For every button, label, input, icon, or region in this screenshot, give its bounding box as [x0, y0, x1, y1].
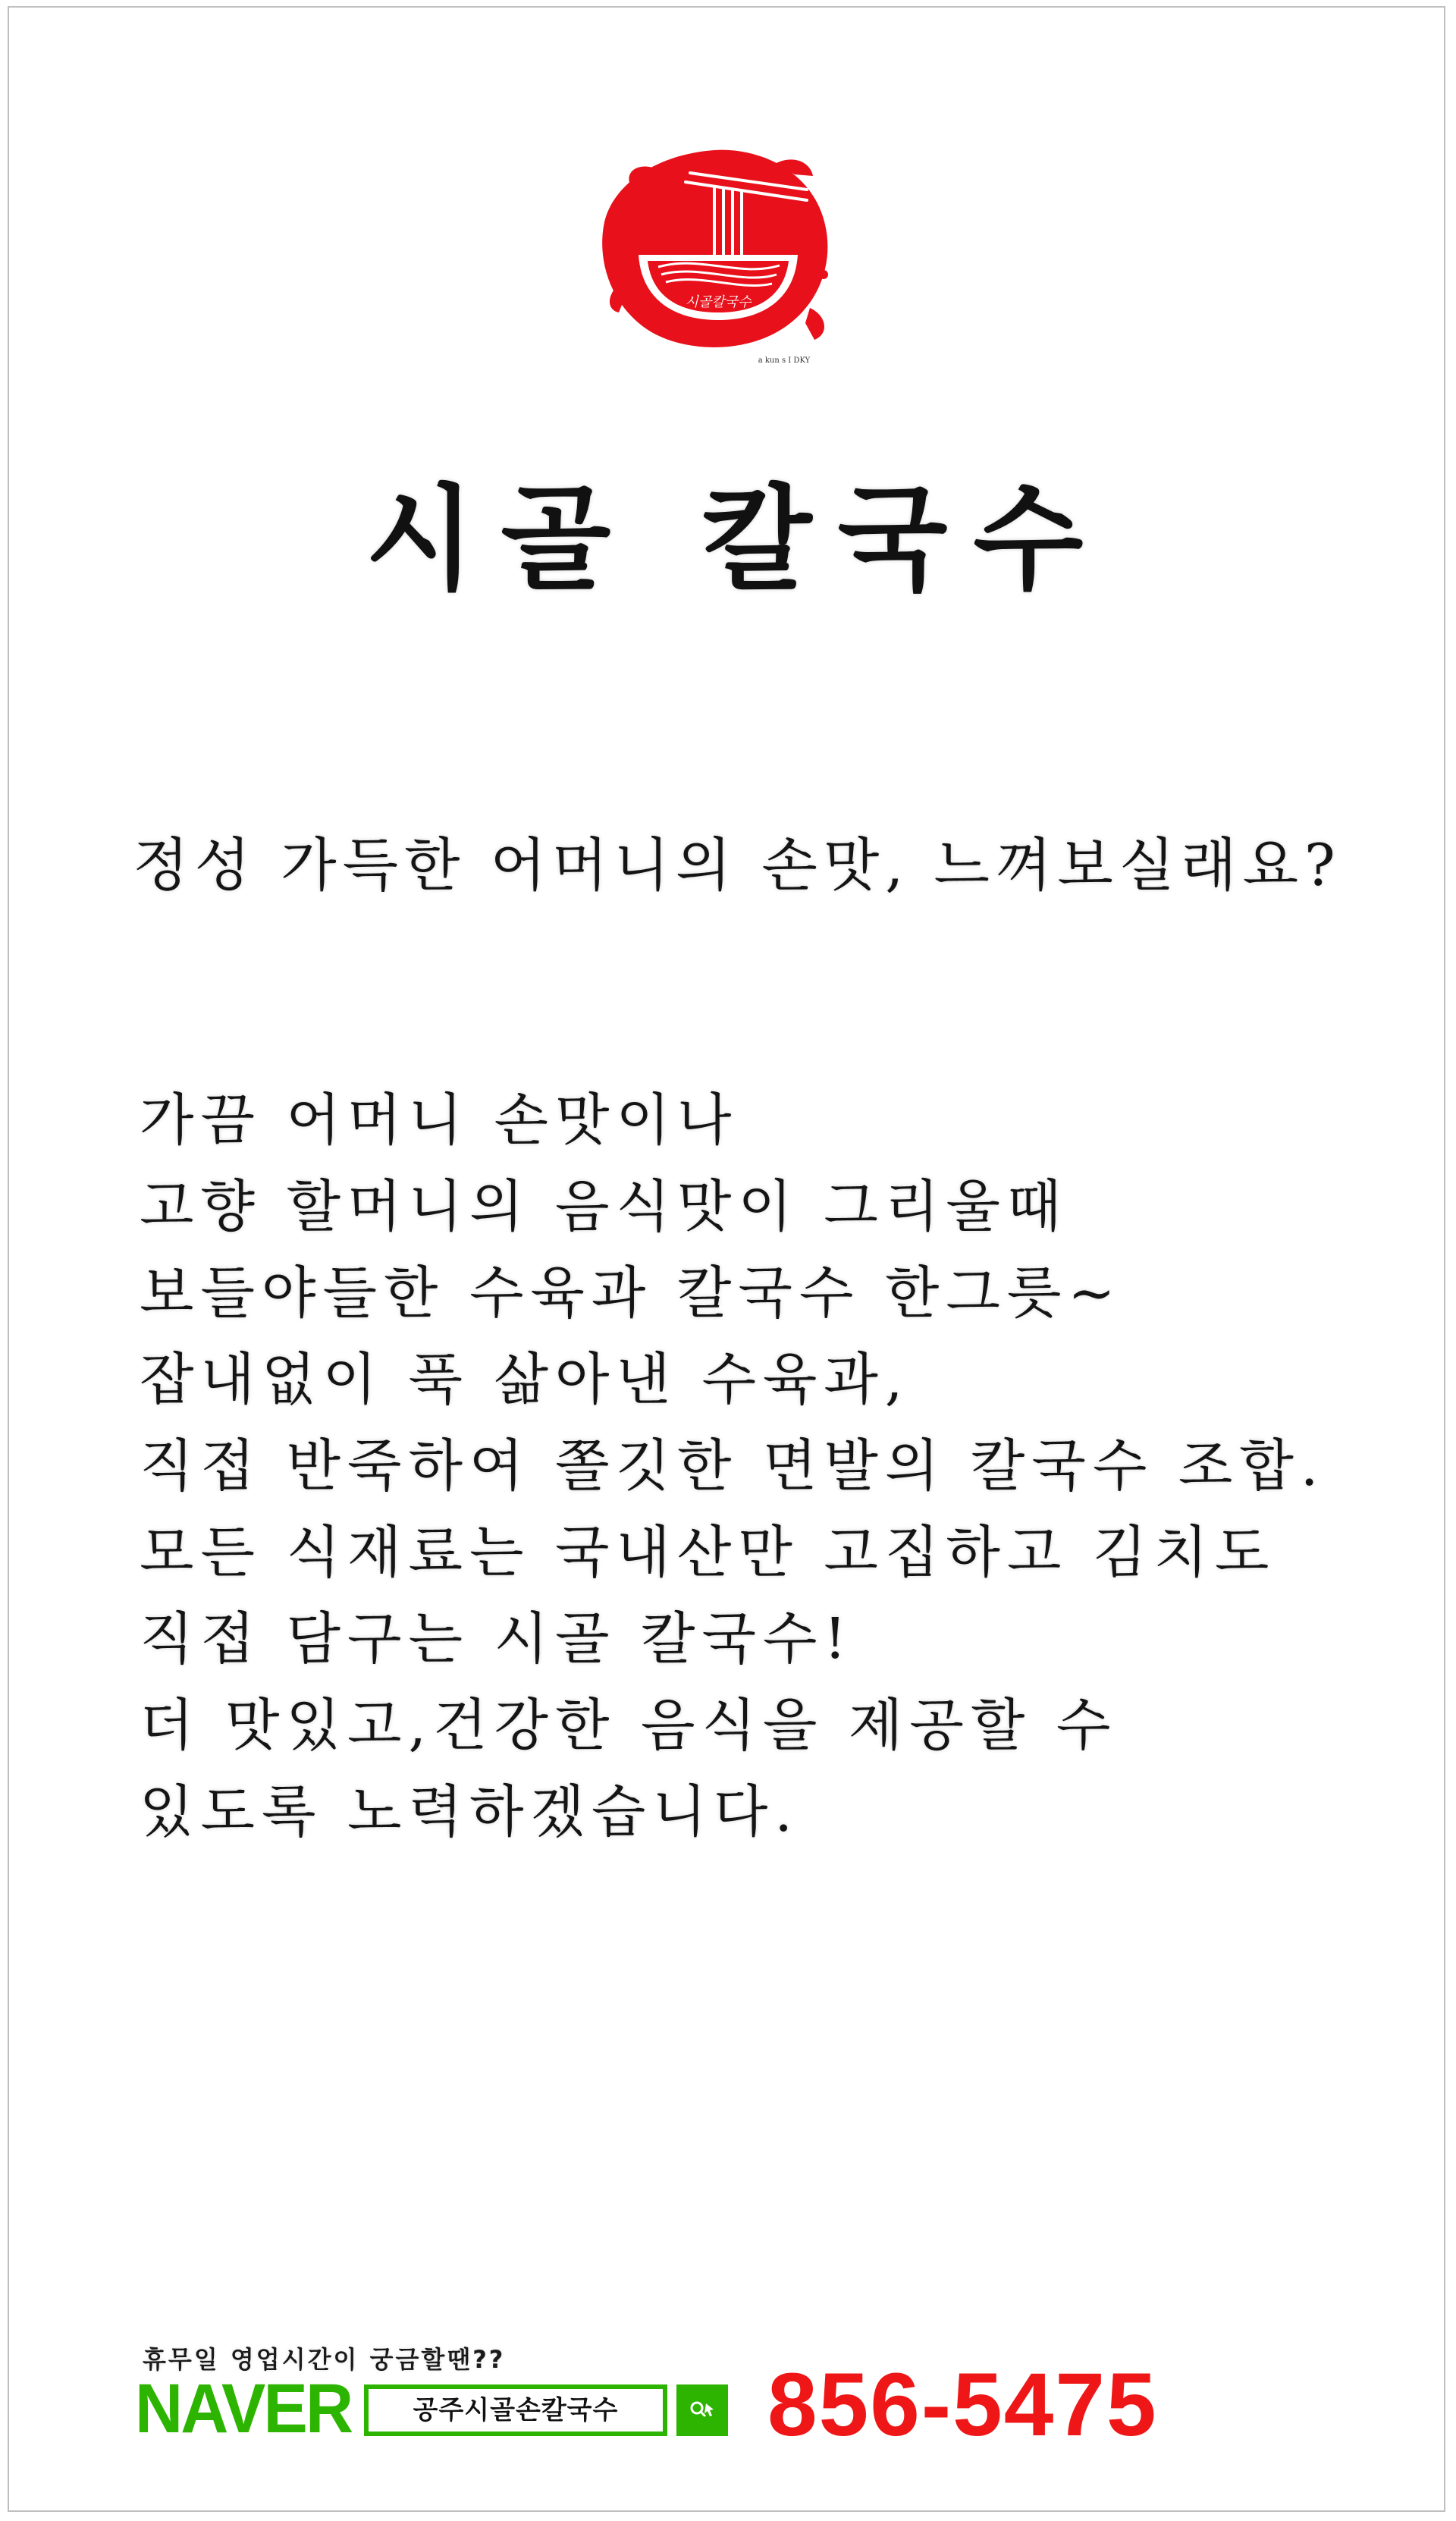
restaurant-logo: [585, 141, 843, 369]
search-cursor-icon: [688, 2399, 717, 2422]
story-line: 잡내없이 푹 삶아낸 수육과,: [140, 1347, 910, 1412]
noodle-bowl-icon: [585, 141, 843, 369]
logo-caption: a kun s I DKY: [758, 356, 811, 365]
story-text: [140, 1077, 1429, 1855]
naver-search-button[interactable]: [676, 2384, 728, 2436]
story-line: 직접 담구는 시골 칼국수!: [140, 1606, 854, 1672]
story-line: 직접 반죽하여 쫄깃한 면발의 칼국수 조합.: [140, 1433, 1326, 1499]
story-line: 보들야들한 수육과 칼국수 한그릇~: [140, 1260, 1122, 1326]
story-line: 가끔 어머니 손맛이나: [140, 1088, 739, 1153]
story-line: 모든 식재료는 국내산만 고집하고 김치도: [140, 1520, 1276, 1585]
story-line: 더 맛있고,건강한 음식을 제공할 수: [140, 1693, 1118, 1758]
story-line: 있도록 노력하겠습니다.: [140, 1779, 799, 1844]
tagline: 정성 가득한 어머니의 손맛, 느껴보실래요?: [133, 831, 1341, 899]
brand-title: 시골 칼국수: [365, 472, 1109, 606]
phone-number: 856-5475: [767, 2355, 1158, 2455]
story-line: 고향 할머니의 음식맛이 그리울때: [140, 1174, 1068, 1239]
poster-frame: [8, 6, 1445, 2512]
footer-note: 휴무일 영업시간이 궁금할땐??: [143, 2345, 506, 2374]
naver-logo: NAVER: [135, 2370, 352, 2447]
logo-emblem-text: 시골칼국수: [685, 294, 752, 310]
naver-search-box[interactable]: 공주시골손칼국수: [364, 2384, 667, 2436]
